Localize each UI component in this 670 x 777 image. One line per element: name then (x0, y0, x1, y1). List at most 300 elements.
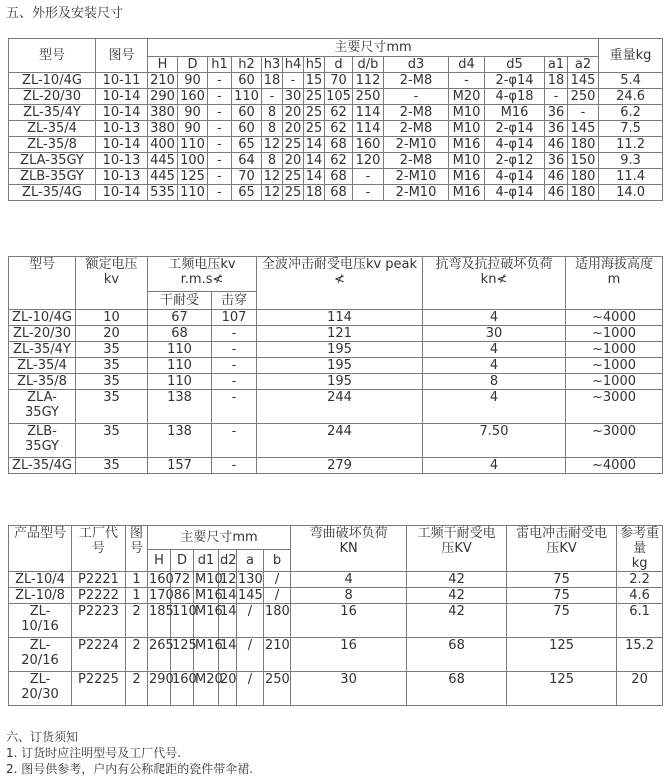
table-cell: 62 (325, 105, 353, 121)
table-cell: 64 (232, 153, 262, 169)
header-col: a1 (545, 57, 568, 73)
impulse-cell: 195 (257, 358, 423, 374)
table-row (9, 390, 663, 424)
weight-cell: 4.6 (617, 588, 663, 604)
bending-cell: 16 (291, 604, 407, 638)
pf-cell: 68 (407, 638, 507, 672)
d1-cell: M16 (195, 588, 223, 603)
header-col: d/b (353, 57, 384, 73)
table-cell: - (262, 89, 283, 105)
table-cell: M16 (449, 137, 485, 153)
table-cell: ZL-35/8 (9, 137, 96, 153)
pf-cell: 68 (407, 672, 507, 706)
header-model: 型号 (9, 39, 96, 73)
table-row (9, 572, 663, 588)
table-cell: M16 (449, 185, 485, 201)
breakdown-cell: - (212, 424, 257, 458)
table-cell: 11.4 (599, 169, 663, 185)
code-cell: P2222 (72, 588, 126, 604)
altitude-cell: ~3000 (566, 424, 663, 458)
table-cell: 25 (283, 185, 304, 201)
lightning-cell: 125 (507, 672, 617, 706)
table-cell: 2-M8 (384, 153, 449, 169)
header-col: h3 (262, 57, 283, 73)
table-cell: M16 (449, 169, 485, 185)
table-cell: 290 (148, 89, 178, 105)
table-cell: 445 (148, 153, 178, 169)
impulse-cell: 195 (257, 374, 423, 390)
impulse-cell: 279 (257, 458, 423, 474)
table-cell: 36 (545, 153, 568, 169)
table-cell: 10-13 (96, 153, 148, 169)
header-altitude: 适用海拔高度 m (566, 257, 663, 310)
load-cell: 4 (423, 390, 566, 424)
b-cell: 210 (264, 638, 291, 672)
table-cell: 105 (326, 89, 351, 104)
table-cell: - (208, 137, 232, 153)
header-col: d1 (194, 550, 219, 572)
header-col: D (171, 550, 194, 572)
table-cell: 65 (232, 137, 262, 153)
table-cell: 145 (568, 73, 599, 89)
d2-cell: 20 (219, 672, 237, 706)
header-col: h1 (208, 57, 232, 73)
table-cell: 4-φ14 (485, 169, 545, 185)
header-model: 型号 (9, 257, 76, 310)
voltage-cell: 35 (76, 424, 148, 458)
load-cell: 7.50 (423, 424, 566, 458)
model-cell: ZL-35/4 (9, 358, 76, 374)
header-lightning: 雷电冲击耐受电 压KV (507, 526, 617, 572)
load-cell: 4 (423, 310, 566, 326)
lightning-cell: 75 (507, 604, 617, 638)
impulse-cell: 244 (257, 424, 423, 458)
table-cell: - (283, 73, 304, 89)
table-cell: 2-M8 (384, 73, 449, 89)
model-cell: ZLA- 35GY (9, 390, 76, 424)
table-cell: 380 (148, 121, 178, 137)
header-col: d4 (449, 57, 485, 73)
D-cell: 86 (171, 588, 194, 604)
table-cell: 10-13 (96, 169, 148, 185)
table-cell: 110 (232, 89, 262, 105)
bending-cell: 16 (291, 638, 407, 672)
table-row (9, 424, 663, 458)
table-cell: 210 (148, 73, 178, 89)
table-cell: 2-M10 (384, 169, 449, 185)
table-cell: 6.2 (599, 105, 663, 121)
table-cell: 20 (283, 153, 304, 169)
table-cell: 110 (178, 137, 208, 153)
load-cell: 4 (423, 342, 566, 358)
table-cell: ZL-35/4 (9, 121, 96, 137)
b-cell: / (264, 572, 291, 588)
table-cell: 8 (262, 153, 283, 169)
table-cell: 14.0 (599, 185, 663, 201)
table-cell: 180 (568, 169, 599, 185)
header-model: 产品型号 (9, 526, 72, 572)
lightning-cell: 75 (507, 572, 617, 588)
table-cell: ZL-35/4Y (9, 105, 96, 121)
breakdown-cell: - (212, 358, 257, 374)
model-cell: ZL- 10/16 (9, 604, 72, 638)
code-cell: P2224 (72, 638, 126, 672)
table-row (9, 137, 663, 153)
impulse-cell: 244 (257, 390, 423, 424)
table-cell: 25 (304, 105, 325, 121)
table-cell: 12 (262, 137, 283, 153)
pf-cell: 42 (407, 572, 507, 588)
d1-cell: M16 (194, 638, 219, 672)
table-cell: - (208, 153, 232, 169)
table-cell: - (568, 105, 599, 121)
table-cell: 2-φ14 (485, 73, 545, 89)
altitude-cell: ~4000 (566, 310, 663, 326)
table-cell: 114 (353, 121, 384, 137)
table-cell: ZL-35/4G (9, 185, 96, 201)
header-drawing: 图 号 (126, 526, 148, 572)
b-cell: 250 (264, 672, 291, 706)
table-row (9, 604, 663, 638)
H-cell: 185 (148, 604, 171, 638)
D-cell: 160 (171, 672, 194, 706)
weight-cell: 2.2 (617, 572, 663, 588)
table-cell: 8 (262, 105, 283, 121)
table-cell: 250 (353, 89, 384, 105)
header-col: H (148, 550, 171, 572)
table-cell: 68 (325, 169, 353, 185)
drawing-cell: 2 (126, 672, 148, 706)
header-col: d (325, 57, 353, 73)
table-cell: 60 (232, 105, 262, 121)
table-cell: 10-14 (96, 185, 148, 201)
table-cell: 4-φ14 (485, 137, 545, 153)
table-row (9, 169, 663, 185)
code-cell: P2225 (72, 672, 126, 706)
table-cell: 68 (325, 185, 353, 201)
table-cell: 160 (178, 89, 208, 105)
table-cell: 4-φ18 (485, 89, 545, 105)
table-row (9, 672, 663, 706)
altitude-cell: ~1000 (566, 374, 663, 390)
drawing-cell: 1 (126, 572, 148, 588)
breakdown-cell: - (212, 326, 257, 342)
table-cell: M10 (449, 121, 485, 137)
table-cell: 12 (262, 169, 283, 185)
lightning-cell: 125 (507, 638, 617, 672)
dry-cell: 138 (148, 390, 212, 424)
pf-cell: 42 (407, 588, 507, 604)
table-cell: 10-14 (96, 137, 148, 153)
table-cell: 36 (545, 121, 568, 137)
note-1: 1. 订货时应注明型号及工厂代号. (6, 746, 182, 760)
model-cell: ZL-10/8 (9, 588, 72, 604)
table-cell: ZLB-35GY (9, 169, 96, 185)
table-cell: 400 (148, 137, 178, 153)
table-cell: 11.2 (599, 137, 663, 153)
section6-title: 六、订货须知 (6, 730, 79, 744)
table-cell: - (208, 73, 232, 89)
model-cell: ZLB- 35GY (9, 424, 76, 458)
a-cell: / (237, 672, 264, 706)
header-col: a (237, 550, 264, 572)
table-cell: 125 (178, 169, 208, 185)
header-pf-voltage: 工频电压kv r.m.s≮ (148, 257, 257, 292)
header-main-dims: 主要尺寸mm (148, 526, 291, 550)
table-cell: 2-M10 (384, 185, 449, 201)
drawing-cell: 2 (126, 638, 148, 672)
voltage-cell: 10 (76, 310, 148, 326)
table-cell: M10 (449, 105, 485, 121)
a-cell: 130 (238, 572, 263, 587)
altitude-cell: ~1000 (566, 326, 663, 342)
table-row (9, 458, 663, 474)
table-cell: - (353, 169, 384, 185)
a-cell: 145 (238, 588, 263, 603)
table-cell: 14 (304, 153, 325, 169)
table-cell: 25 (304, 89, 325, 105)
table-cell: 62 (325, 153, 353, 169)
voltage-cell: 35 (76, 390, 148, 424)
d2-cell: 12 (220, 572, 237, 587)
table-row (9, 89, 663, 105)
table-cell: 14 (304, 169, 325, 185)
voltage-cell: 35 (76, 358, 148, 374)
header-bending: 弯曲破坏负荷 KN (291, 526, 407, 572)
load-cell: 4 (423, 358, 566, 374)
impulse-cell: 114 (257, 310, 423, 326)
altitude-cell: ~1000 (566, 342, 663, 358)
table-cell: 20 (283, 105, 304, 121)
table-row (9, 310, 663, 326)
table-cell: 150 (568, 153, 599, 169)
table-cell: 90 (178, 121, 208, 137)
load-cell: 8 (423, 374, 566, 390)
dry-cell: 110 (148, 358, 212, 374)
impulse-cell: 195 (257, 342, 423, 358)
weight-cell: 15.2 (617, 638, 663, 672)
table-cell: 25 (304, 121, 325, 137)
table-cell: - (208, 105, 232, 121)
voltage-cell: 20 (76, 326, 148, 342)
header-main-dims: 主要尺寸mm (148, 39, 599, 57)
note-2: 2. 图号供参考，户内有公称爬距的瓷件带伞裙. (6, 762, 254, 776)
model-cell: ZL-35/4G (9, 458, 76, 474)
table-cell: 60 (232, 73, 262, 89)
table-cell: 65 (232, 185, 262, 201)
electrical-table (8, 256, 663, 474)
table-row (9, 588, 663, 604)
table-cell: 380 (148, 105, 178, 121)
table-cell: 14 (304, 137, 325, 153)
breakdown-cell: 107 (212, 310, 257, 326)
D-cell: 125 (171, 638, 194, 672)
model-cell: ZL-35/8 (9, 374, 76, 390)
table-cell: ZLA-35GY (9, 153, 96, 169)
dry-cell: 110 (148, 342, 212, 358)
table-cell: 535 (148, 185, 178, 201)
table-cell: 114 (353, 105, 384, 121)
table-cell: 30 (283, 89, 304, 105)
code-cell: P2221 (72, 572, 126, 588)
model-cell: ZL-35/4Y (9, 342, 76, 358)
table-cell: 120 (353, 153, 384, 169)
section5-title: 五、外形及安装尺寸 (6, 6, 124, 21)
table-cell: 100 (178, 153, 208, 169)
table-cell: 7.5 (599, 121, 663, 137)
d1-cell: M10 (195, 572, 223, 587)
table-cell: 4-φ14 (485, 185, 545, 201)
header-bending-load: 抗弯及抗拉破坏负荷 kn≮ (423, 257, 566, 310)
table-row (9, 358, 663, 374)
header-pf-dry: 工频干耐受电 压KV (407, 526, 507, 572)
table-row (9, 153, 663, 169)
table-cell: - (208, 89, 232, 105)
table-cell: 46 (545, 185, 568, 201)
table-row (9, 121, 663, 137)
table-cell: M16 (485, 105, 545, 121)
header-factory-code: 工厂代 号 (72, 526, 126, 572)
table-cell: 8 (262, 121, 283, 137)
table-cell: 68 (325, 137, 353, 153)
breakdown-cell: - (212, 374, 257, 390)
voltage-cell: 35 (76, 374, 148, 390)
weight-cell: 20 (617, 672, 663, 706)
dry-cell: 138 (148, 424, 212, 458)
load-cell: 30 (423, 326, 566, 342)
header-breakdown: 击穿 (212, 292, 257, 310)
table-row (9, 326, 663, 342)
header-drawing: 图号 (96, 39, 148, 73)
drawing-cell: 2 (126, 604, 148, 638)
table-row (9, 185, 663, 201)
bending-cell: 8 (291, 588, 407, 604)
code-cell: P2223 (72, 604, 126, 638)
table-cell: - (384, 89, 449, 105)
header-col: b (264, 550, 291, 572)
table-cell: M20 (449, 89, 485, 105)
table-cell: 10-14 (96, 89, 148, 105)
table-cell: 90 (178, 73, 208, 89)
breakdown-cell: - (212, 390, 257, 424)
d1-cell: M20 (194, 672, 219, 706)
table-row (9, 374, 663, 390)
table-cell: 18 (262, 73, 283, 89)
table-cell: M10 (449, 153, 485, 169)
table-row (9, 105, 663, 121)
table-cell: ZL-10/4G (9, 73, 96, 89)
drawing-cell: 1 (126, 588, 148, 604)
header-col: h2 (232, 57, 262, 73)
model-cell: ZL- 20/16 (9, 638, 72, 672)
table-cell: - (449, 73, 485, 89)
table-cell: 60 (232, 121, 262, 137)
table-cell: 110 (178, 185, 208, 201)
voltage-cell: 35 (76, 342, 148, 358)
breakdown-cell: - (212, 458, 257, 474)
table-cell: 18 (304, 185, 325, 201)
table-cell: 10-11 (96, 73, 148, 89)
altitude-cell: ~4000 (566, 458, 663, 474)
table-cell: 2-φ14 (485, 121, 545, 137)
header-col: h4 (283, 57, 304, 73)
table-cell: 180 (568, 137, 599, 153)
table-cell: 18 (545, 73, 568, 89)
table-cell: 46 (545, 169, 568, 185)
table-cell: 10-14 (96, 105, 148, 121)
table-row (9, 342, 663, 358)
header-rated-voltage: 额定电压 kv (76, 257, 148, 310)
table-cell: 20 (283, 121, 304, 137)
header-weight: 重量kg (599, 39, 663, 73)
H-cell: 290 (148, 672, 171, 706)
d2-cell: 14 (220, 588, 237, 603)
H-cell: 265 (148, 638, 171, 672)
header-ref-weight: 参考重量 kg (617, 526, 663, 572)
model-cell: ZL- 20/30 (9, 672, 72, 706)
header-dry-withstand: 干耐受 (148, 292, 212, 310)
dry-cell: 157 (148, 458, 212, 474)
header-col: H (148, 57, 178, 73)
weight-cell: 6.1 (617, 604, 663, 638)
table-cell: 70 (232, 169, 262, 185)
lightning-cell: 75 (507, 588, 617, 604)
model-cell: ZL-10/4 (9, 572, 72, 588)
header-col: h5 (304, 57, 325, 73)
table-cell: 15 (304, 73, 325, 89)
table-cell: - (208, 185, 232, 201)
D-cell: 110 (171, 604, 194, 638)
dry-cell: 68 (148, 326, 212, 342)
table-cell: - (208, 121, 232, 137)
table-cell: 25 (283, 137, 304, 153)
header-impulse: 全波冲击耐受电压kv peak ≮ (257, 257, 423, 310)
table-cell: - (208, 169, 232, 185)
altitude-cell: ~1000 (566, 358, 663, 374)
table-cell: 2-M8 (384, 105, 449, 121)
table-cell: 445 (148, 169, 178, 185)
breakdown-cell: - (212, 342, 257, 358)
a-cell: / (237, 638, 264, 672)
d2-cell: 14 (219, 638, 237, 672)
a-cell: / (237, 604, 264, 638)
table-cell: 2-M10 (384, 137, 449, 153)
table-cell: 10-13 (96, 121, 148, 137)
bending-cell: 4 (291, 572, 407, 588)
d2-cell: 14 (219, 604, 237, 638)
impulse-cell: 121 (257, 326, 423, 342)
H-cell: 170 (149, 588, 174, 603)
table-cell: 70 (325, 73, 353, 89)
table-cell: 9.3 (599, 153, 663, 169)
table-cell: 180 (568, 185, 599, 201)
product-table (8, 525, 663, 706)
table-cell: ZL-20/30 (9, 89, 96, 105)
dimensions-table (8, 38, 663, 201)
table-row (9, 73, 663, 89)
header-col: d5 (485, 57, 545, 73)
table-cell: 46 (545, 137, 568, 153)
table-cell: 160 (353, 137, 384, 153)
table-cell: 25 (283, 169, 304, 185)
table-cell: 12 (262, 185, 283, 201)
H-cell: 160 (149, 572, 174, 587)
table-cell: 2-M8 (384, 121, 449, 137)
header-col: d3 (384, 57, 449, 73)
b-cell: 180 (264, 604, 291, 638)
load-cell: 4 (423, 458, 566, 474)
table-cell: 112 (353, 73, 384, 89)
